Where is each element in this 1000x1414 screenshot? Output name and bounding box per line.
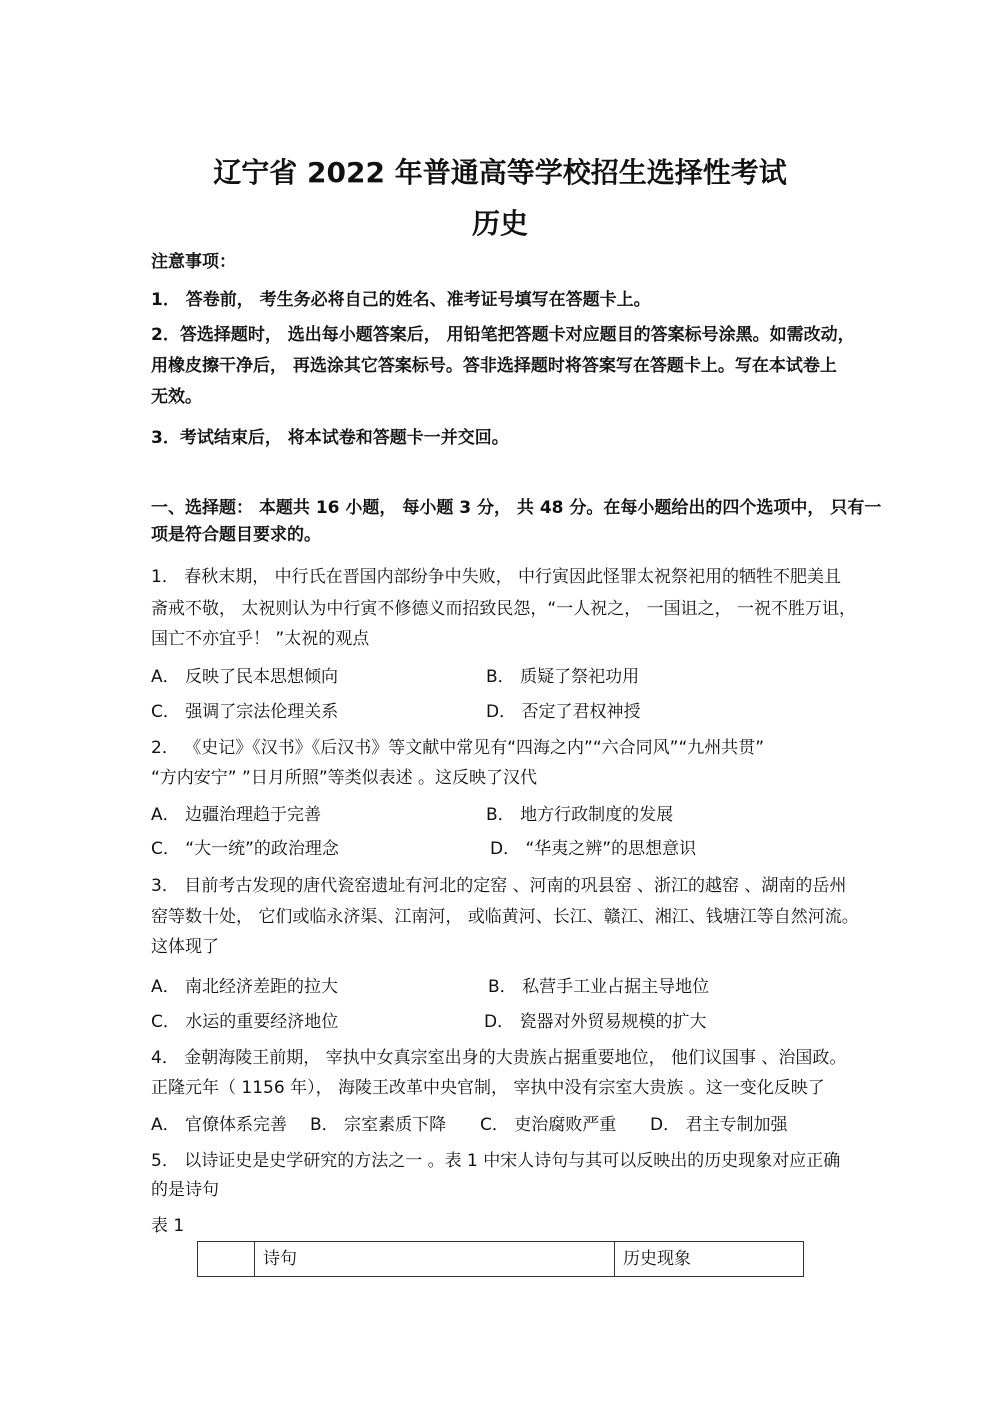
q3-option-d[interactable]: D． 瓷器对外贸易规模的扩大 xyxy=(484,1012,707,1032)
q1-line: 1． 春秋末期， 中行氏在晋国内部纷争中失败， 中行寅因此怪罪太祝祭祀用的牺牲不肥美且 xyxy=(151,567,842,587)
notice-heading: 注意事项： xyxy=(151,252,236,272)
q5-line: 的是诗句 xyxy=(151,1180,219,1200)
table-header-poem: 诗句 xyxy=(255,1242,615,1277)
q2-option-c[interactable]: C． “大一统”的政治理念 xyxy=(151,839,339,859)
q4-option-b[interactable]: B． 宗室素质下降 xyxy=(310,1115,447,1135)
exam-title: 辽宁省 2022 年普通高等学校招生选择性考试 xyxy=(213,156,787,189)
notice-item-2-cont: 用橡皮擦干净后， 再选涂其它答案标号。答非选择题时将答案写在答题卡上。写在本试卷上 xyxy=(151,356,837,376)
q4-line: 正隆元年（ 1156 年）， 海陵王改革中央官制， 宰执中没有宗室大贵族 。这一变化反映了 xyxy=(151,1078,825,1098)
table-caption: 表 1 xyxy=(151,1216,185,1236)
table-header-phenomenon: 历史现象 xyxy=(615,1242,804,1277)
q5-line: 5． 以诗证史是史学研究的方法之一 。表 1 中宋人诗句与其可以反映出的历史现象对应正确 xyxy=(151,1151,841,1171)
q2-option-a[interactable]: A． 边疆治理趋于完善 xyxy=(151,805,322,825)
section-heading: 一、选择题： 本题共 16 小题， 每小题 3 分， 共 48 分。在每小题给出的四个选项中， 只有一 xyxy=(151,498,882,518)
q3-line: 这体现了 xyxy=(151,937,219,957)
q2-option-d[interactable]: D． “华夷之辨”的思想意识 xyxy=(490,839,697,859)
q3-line: 窑等数十处， 它们或临永济渠、江南河， 或临黄河、长江、赣江、湘江、钱塘江等自然河流。 xyxy=(151,907,859,927)
notice-item-2: 2．答选择题时， 选出每小题答案后， 用铅笔把答题卡对应题目的答案标号涂黑。如需改动， xyxy=(151,325,855,345)
q3-option-c[interactable]: C． 水运的重要经济地位 xyxy=(151,1012,339,1032)
section-heading-cont: 项是符合题目要求的。 xyxy=(151,525,321,545)
q3-line: 3． 目前考古发现的唐代瓷窑遗址有河北的定窑 、河南的巩县窑 、浙江的越窑 、湖南的岳州 xyxy=(151,876,847,896)
subject-title: 历史 xyxy=(471,207,528,240)
table-header-cell xyxy=(198,1242,255,1277)
table-header-row xyxy=(198,1242,804,1277)
q1-option-d[interactable]: D． 否定了君权神授 xyxy=(486,702,641,722)
q3-option-a[interactable]: A． 南北经济差距的拉大 xyxy=(151,977,339,997)
q1-option-a[interactable]: A． 反映了民本思想倾向 xyxy=(151,667,339,687)
q1-option-b[interactable]: B． 质疑了祭祀功用 xyxy=(486,667,640,687)
q1-option-c[interactable]: C． 强调了宗法伦理关系 xyxy=(151,702,339,722)
q4-option-d[interactable]: D． 君主专制加强 xyxy=(650,1115,788,1135)
notice-item-2-end: 无效。 xyxy=(151,387,202,407)
q3-option-b[interactable]: B． 私营手工业占据主导地位 xyxy=(488,977,710,997)
q2-line: 2． 《史记》《汉书》《后汉书》等文献中常见有“四海之内”“六合同风”“九州共贯” xyxy=(151,738,765,758)
q2-line: “方内安宁” ”日月所照”等类似表述 。这反映了汉代 xyxy=(151,768,538,788)
q2-option-b[interactable]: B． 地方行政制度的发展 xyxy=(486,805,674,825)
q4-line: 4． 金朝海陵王前期， 宰执中女真宗室出身的大贵族占据重要地位， 他们议国事 、治国政。 xyxy=(151,1048,847,1068)
notice-item-1: 1． 答卷前， 考生务必将自己的姓名、准考证号填写在答题卡上。 xyxy=(151,290,651,310)
q4-option-a[interactable]: A． 官僚体系完善 xyxy=(151,1115,288,1135)
notice-item-3: 3．考试结束后， 将本试卷和答题卡一并交回。 xyxy=(151,428,509,448)
q1-line: 斋戒不敬， 太祝则认为中行寅不修德义而招致民怨，“一人祝之， 一国诅之， 一祝不胜万诅， xyxy=(151,599,857,619)
poem-table xyxy=(197,1241,804,1277)
q1-line: 国亡不亦宜乎！ ”太祝的观点 xyxy=(151,629,370,649)
q4-option-c[interactable]: C． 吏治腐败严重 xyxy=(480,1115,617,1135)
